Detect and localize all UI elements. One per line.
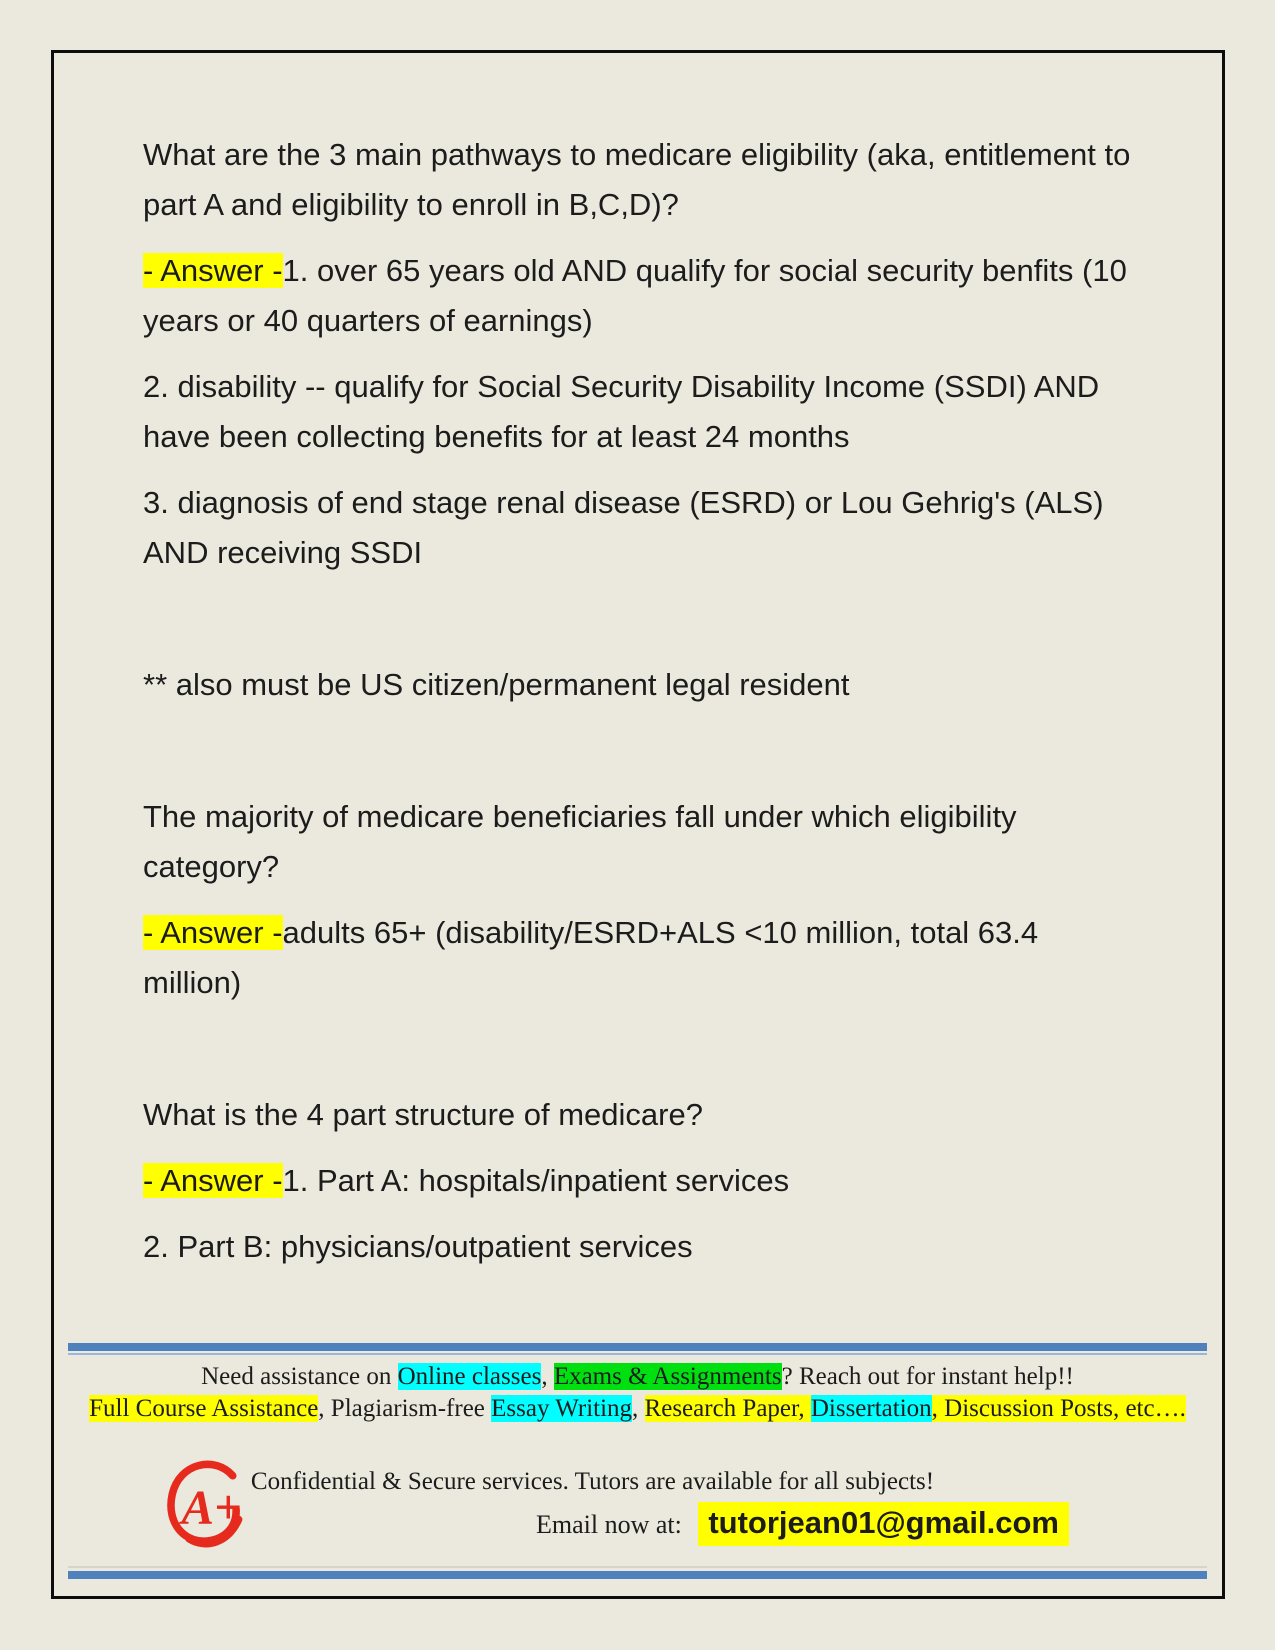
text-run: 3. diagnosis of end stage renal disease (ESRD) or Lou Gehrig's (ALS) AND receiving SSDI bbox=[143, 485, 1104, 570]
document-body bbox=[143, 130, 1135, 1288]
confidential-text: Confidential & Secure services. Tutors are available for all subjects! bbox=[250, 1468, 935, 1495]
footer-promo-line-1 bbox=[60, 1363, 1215, 1391]
text-run: Exams & Assignments bbox=[553, 1363, 782, 1390]
paragraph bbox=[143, 792, 1135, 892]
paragraph bbox=[143, 246, 1135, 346]
text-run: 1. Part A: hospitals/inpatient services bbox=[282, 1163, 790, 1198]
blue-line bbox=[68, 1343, 1207, 1351]
text-run: ? Reach out for instant help!! bbox=[781, 1363, 1074, 1390]
text-run: Full Course Assistance bbox=[89, 1395, 319, 1422]
footer-separator-top bbox=[68, 1343, 1207, 1355]
paragraph bbox=[143, 130, 1135, 230]
email-line bbox=[60, 1502, 1215, 1546]
footer-separator-bottom bbox=[68, 1566, 1207, 1579]
paragraph bbox=[143, 362, 1135, 462]
email-address: tutorjean01@gmail.com bbox=[698, 1502, 1069, 1546]
paragraph bbox=[143, 1156, 1135, 1206]
text-run: - Answer - bbox=[143, 253, 283, 288]
text-run: What is the 4 part structure of medicare? bbox=[143, 1097, 703, 1132]
text-run: - Answer - bbox=[143, 1163, 283, 1198]
paragraph bbox=[143, 908, 1135, 1008]
text-run: 1. over 65 years old AND qualify for social security benfits (10 years or 40 quarters of earnings) bbox=[143, 253, 1127, 338]
paragraph bbox=[143, 1090, 1135, 1140]
email-label: Email now at: bbox=[535, 1510, 682, 1539]
text-run: What are the 3 main pathways to medicare eligibility (aka, entitlement to part A and eligibility to enroll in B,C,D)? bbox=[143, 137, 1131, 222]
paragraph bbox=[143, 1024, 1135, 1074]
blue-line bbox=[68, 1571, 1207, 1579]
aplus-logo-text: A+ bbox=[181, 1480, 242, 1535]
text-run: Need assistance on bbox=[201, 1363, 398, 1390]
text-run: 2. disability -- qualify for Social Security Disability Income (SSDI) AND have been collecting benefits for at least 24 months bbox=[143, 369, 1100, 454]
text-run: , Discussion Posts, etc…. bbox=[931, 1395, 1186, 1422]
text-run: Essay Writing bbox=[491, 1395, 633, 1422]
paragraph bbox=[143, 1222, 1135, 1272]
paragraph bbox=[143, 594, 1135, 644]
text-run: Online classes bbox=[397, 1363, 542, 1390]
thin-light-line bbox=[68, 1566, 1207, 1568]
text-run: Research Paper, bbox=[644, 1395, 811, 1422]
paragraph bbox=[143, 478, 1135, 578]
footer-promo-line-2 bbox=[60, 1395, 1215, 1423]
paragraph bbox=[143, 726, 1135, 776]
text-run: The majority of medicare beneficiaries fall under which eligibility category? bbox=[143, 799, 1017, 884]
text-run: 2. Part B: physicians/outpatient services bbox=[143, 1229, 693, 1264]
blue-line-thin bbox=[68, 1353, 1207, 1355]
text-run: ** also must be US citizen/permanent legal resident bbox=[143, 667, 850, 702]
text-run: , Plagiarism-free bbox=[318, 1395, 492, 1422]
text-run: - Answer - bbox=[143, 915, 283, 950]
paragraph bbox=[143, 660, 1135, 710]
text-run: Dissertation bbox=[810, 1395, 932, 1422]
text-run: adults 65+ (disability/ESRD+ALS <10 million, total 63.4 million) bbox=[143, 915, 1039, 1000]
text-run: , bbox=[541, 1363, 554, 1390]
text-run: , bbox=[632, 1395, 645, 1422]
